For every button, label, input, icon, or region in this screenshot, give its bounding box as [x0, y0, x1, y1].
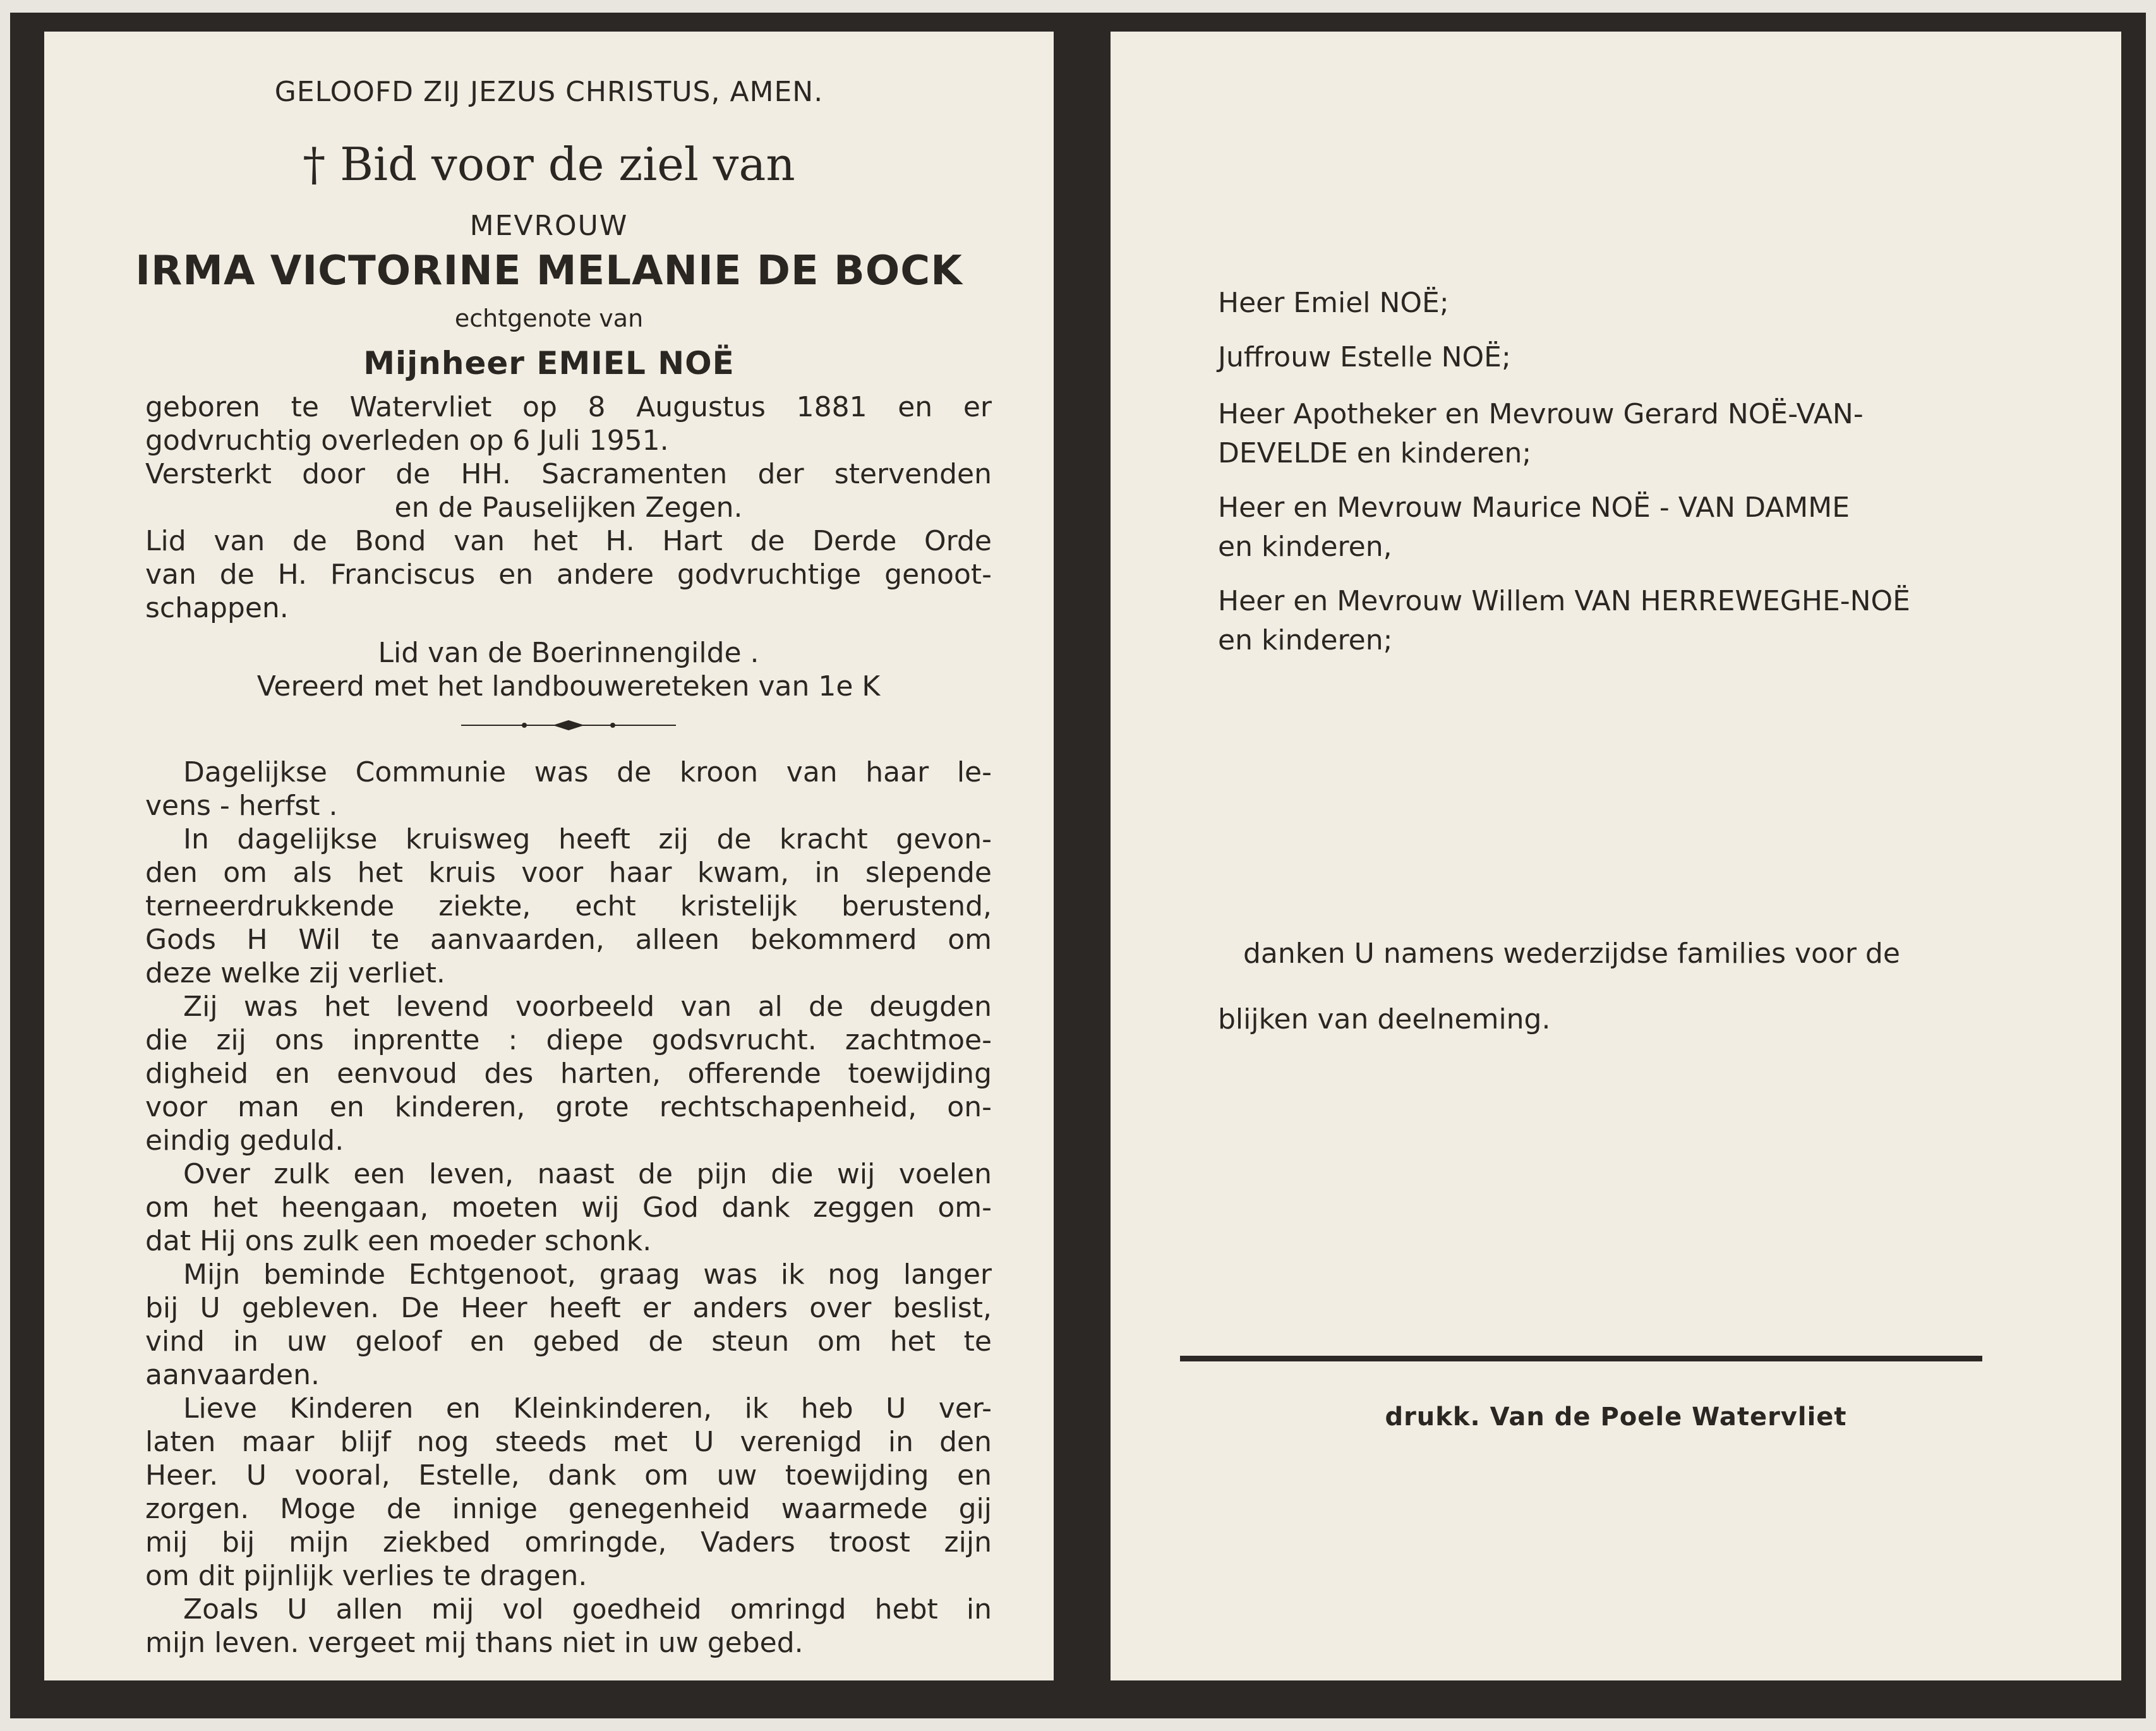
honorific: MEVROUW	[469, 210, 629, 242]
bio-line: schappen.	[145, 592, 289, 624]
family-line: Heer en Mevrouw Willem VAN HERREWEGHE-NOË	[1218, 585, 1910, 617]
deceased-name: IRMA VICTORINE MELANIE DE BOCK	[135, 248, 963, 294]
spouse-intro: echtgenote van	[454, 305, 644, 332]
text-line: die zij ons inprentte : diepe godsvrucht. zachtmoe-	[145, 1024, 992, 1056]
prayer-text: Bid voor de ziel van	[340, 138, 795, 191]
bio-line: godvruchtig overleden op 6 Juli 1951.	[145, 425, 669, 457]
text-line: mijn leven. vergeet mij thans niet in uw gebed.	[145, 1627, 804, 1659]
left-panel	[44, 32, 1054, 1680]
memorial-card	[10, 13, 2146, 1718]
text-line: Heer. U vooral, Estelle, dank om uw toewijding en	[145, 1459, 992, 1492]
text-line: laten maar blijf nog steeds met U verenigd in den	[145, 1426, 992, 1458]
text-line: Mijn beminde Echtgenoot, graag was ik nog langer	[183, 1258, 992, 1291]
ornament-divider	[461, 718, 676, 733]
text-line: vind in uw geloof en gebed de steun om het te	[145, 1325, 992, 1358]
text-line: In dagelijkse kruisweg heeft zij de kracht gevon-	[183, 823, 992, 855]
family-line: Heer Apotheker en Mevrouw Gerard NOË-VAN-	[1218, 398, 1864, 430]
text-line: voor man en kinderen, grote rechtschapenheid, on-	[145, 1091, 992, 1123]
text-line: eindig geduld.	[145, 1125, 344, 1157]
footer-rule	[1180, 1356, 1982, 1361]
bio-line: van de H. Franciscus en andere godvruchtige genoot-	[145, 558, 992, 591]
printer-credit: drukk. Van de Poele Watervliet	[1385, 1402, 1847, 1432]
text-line: om het heengaan, moeten wij God dank zeggen om-	[145, 1191, 992, 1224]
thanks-line: blijken van deelneming.	[1218, 1003, 1551, 1035]
family-line: DEVELDE en kinderen;	[1218, 437, 1532, 469]
text-line: bij U gebleven. De Heer heeft er anders over beslist,	[145, 1292, 992, 1324]
bio-line: en de Pauselijken Zegen.	[394, 492, 743, 524]
text-line: zorgen. Moge de innige genegenheid waarmede gij	[145, 1493, 992, 1525]
bio-line: Lid van de Boerinnengilde .	[378, 637, 759, 669]
text-line: dat Hij ons zulk een moeder schonk.	[145, 1225, 652, 1257]
motto: GELOOFD ZIJ JEZUS CHRISTUS, AMEN.	[274, 76, 824, 108]
bio-line: Versterkt door de HH. Sacramenten der stervenden	[145, 458, 992, 490]
family-line: Heer en Mevrouw Maurice NOË - VAN DAMME	[1218, 492, 1850, 524]
text-line: Gods H Wil te aanvaarden, alleen bekommerd om	[145, 924, 992, 956]
text-line: Over zulk een leven, naast de pijn die wij voelen	[183, 1158, 992, 1190]
family-list	[1218, 284, 1910, 660]
eulogy-text	[145, 756, 992, 1660]
text-line: Zij was het levend voorbeeld van al de deugden	[183, 991, 992, 1023]
text-line: aanvaarden.	[145, 1359, 320, 1391]
family-line: Heer Emiel NOË;	[1218, 287, 1449, 319]
text-line: vens - herfst .	[145, 790, 338, 822]
bio-line: Lid van de Bond van het H. Hart de Derde Orde	[145, 525, 992, 557]
cross-icon: †	[303, 138, 326, 191]
biography	[145, 390, 992, 703]
text-line: Lieve Kinderen en Kleinkinderen, ik heb U ver-	[183, 1392, 992, 1425]
text-line: Zoals U allen mij vol goedheid omringd hebt in	[183, 1593, 992, 1625]
family-line: Juffrouw Estelle NOË;	[1218, 341, 1511, 373]
bio-line: Vereerd met het landbouwereteken van 1e K	[256, 670, 881, 703]
text-line: terneerdrukkende ziekte, echt kristelijk berustend,	[145, 890, 992, 922]
text-line: mij bij mijn ziekbed omringde, Vaders troost zijn	[145, 1526, 992, 1559]
prayer-line	[44, 139, 1054, 190]
text-line: om dit pijnlijk verlies te dragen.	[145, 1560, 587, 1592]
family-line: en kinderen,	[1218, 531, 1392, 563]
thanks-line: danken U namens wederzijdse families voor de	[1243, 938, 1900, 970]
text-line: Dagelijkse Communie was de kroon van haar le-	[183, 756, 992, 788]
bio-line: geboren te Watervliet op 8 Augustus 1881 en er	[145, 391, 992, 423]
family-line: en kinderen;	[1218, 624, 1393, 656]
text-line: digheid en eenvoud des harten, offerende toewijding	[145, 1058, 992, 1090]
text-line: deze welke zij verliet.	[145, 957, 445, 989]
right-panel	[1111, 32, 2121, 1680]
text-line: den om als het kruis voor haar kwam, in slepende	[145, 857, 992, 889]
spouse-name: Mijnheer EMIEL NOË	[363, 345, 735, 382]
